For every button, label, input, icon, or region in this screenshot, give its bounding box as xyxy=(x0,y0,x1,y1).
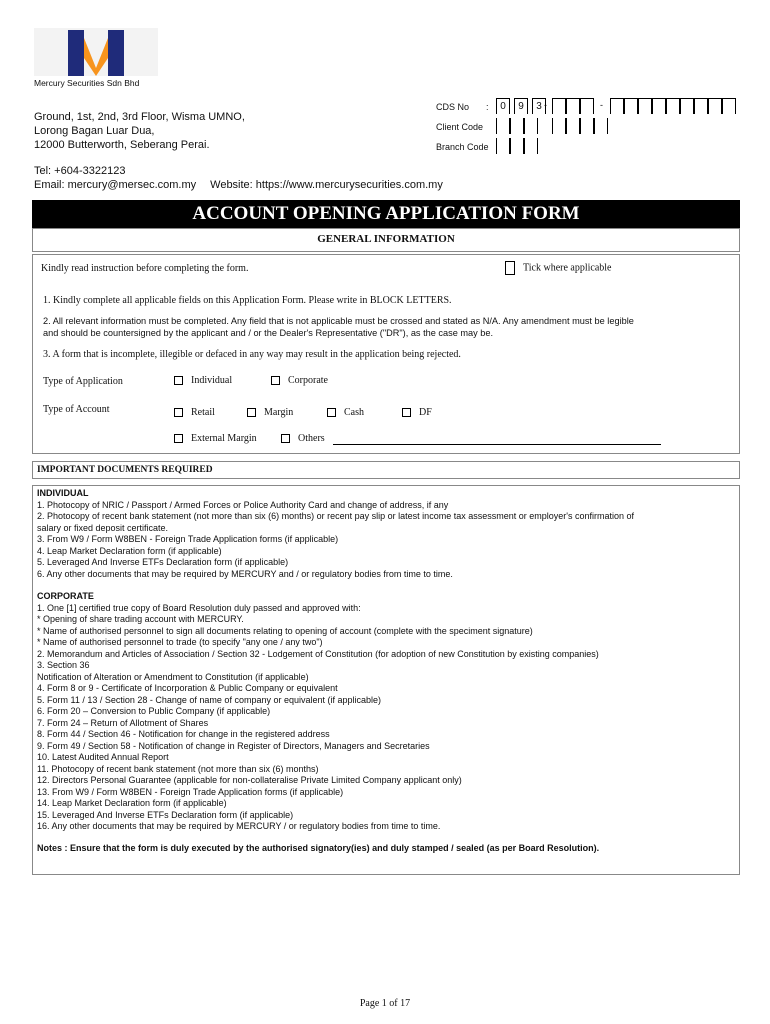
corporate-checkbox[interactable] xyxy=(271,376,280,385)
cds-digit-6[interactable] xyxy=(580,98,594,114)
individual-doc-2: 2. Photocopy of recent bank statement (not more than six (6) months) or recent pay slip or latest income tax assessment or employer's confirmation of xyxy=(37,511,634,521)
execution-note: Notes : Ensure that the form is duly executed by the authorised signatory(ies) and duly stamped / sealed (as per Board Resolution). xyxy=(37,842,600,853)
cds-digit-5[interactable] xyxy=(566,98,580,114)
cds-digit-4[interactable] xyxy=(552,98,566,114)
cds-digit-9[interactable] xyxy=(638,98,652,114)
individual-doc-4: 4. Leap Market Declaration form (if applicable) xyxy=(37,545,222,556)
retail-label: Retail xyxy=(191,407,215,418)
cds-digit-8[interactable] xyxy=(624,98,638,114)
client-code-cell-6[interactable] xyxy=(580,118,594,134)
cds-digit-3[interactable]: 3 xyxy=(532,98,546,114)
others-checkbox[interactable] xyxy=(281,434,290,443)
corporate-doc-1b: * Name of authorised personnel to sign all documents relating to opening of account (complete with the speciment signature) xyxy=(37,625,533,636)
option-retail[interactable] xyxy=(174,407,215,418)
note-2: 2. All relevant information must be completed. Any field that is not applicable must be crossed and stated as N/A. Any amendment must be legible xyxy=(43,316,634,326)
corporate-doc-7: 7. Form 24 – Return of Allotment of Shares xyxy=(37,717,209,728)
branch-code-cell-2[interactable] xyxy=(510,138,524,154)
individual-checkbox[interactable] xyxy=(174,376,183,385)
corporate-doc-4: 4. Form 8 or 9 - Certificate of Incorporation & Public Company or equivalent xyxy=(37,683,338,693)
option-individual[interactable] xyxy=(174,375,232,386)
corporate-title: CORPORATE xyxy=(37,591,94,601)
corporate-doc-10: 10. Latest Audited Annual Report xyxy=(37,752,169,762)
cash-label: Cash xyxy=(344,407,364,418)
address-line-1: Ground, 1st, 2nd, 3rd Floor, Wisma UMNO, xyxy=(34,111,245,123)
margin-checkbox[interactable] xyxy=(247,408,256,417)
documents-header: IMPORTANT DOCUMENTS REQUIRED xyxy=(32,461,740,479)
external-margin-checkbox[interactable] xyxy=(174,434,183,443)
tick-legend-checkbox xyxy=(505,261,515,275)
option-margin[interactable] xyxy=(247,407,293,418)
corporate-doc-1a: * Opening of share trading account with MERCURY. xyxy=(37,614,244,624)
client-code-cell-7[interactable] xyxy=(594,118,608,134)
corporate-doc-9: 9. Form 49 / Section 58 - Notification of change in Register of Directors, Managers and Secretaries xyxy=(37,740,430,751)
email: Email: mercury@mersec.com.my xyxy=(34,179,197,191)
individual-title: INDIVIDUAL xyxy=(37,488,89,498)
cds-label: CDS No xyxy=(436,102,470,112)
branch-code-cell-1[interactable] xyxy=(496,138,510,154)
option-corporate[interactable] xyxy=(271,375,328,386)
cds-number-row: CDS No : 0 9 3 - - xyxy=(436,98,746,116)
corporate-doc-15: 15. Leveraged And Inverse ETFs Declaration form (if applicable) xyxy=(37,809,294,820)
form-title: ACCOUNT OPENING APPLICATION FORM xyxy=(32,200,740,228)
cash-checkbox[interactable] xyxy=(327,408,336,417)
note-2-cont: and should be countersigned by the applicant and / or the Dealer's Representative ("DR"), as the case may be. xyxy=(43,328,494,338)
address-line-3: 12000 Butterworth, Seberang Perai. xyxy=(34,139,210,151)
company-logo xyxy=(34,28,158,92)
margin-label: Margin xyxy=(264,407,294,418)
individual-doc-5: 5. Leveraged And Inverse ETFs Declaration form (if applicable) xyxy=(37,557,289,567)
client-code-cell-1[interactable] xyxy=(496,118,510,134)
address-line-2: Lorong Bagan Luar Dua, xyxy=(34,125,155,137)
cds-digit-14[interactable] xyxy=(708,98,722,114)
instruction-text: Kindly read instruction before completing the form. xyxy=(41,263,249,274)
branch-code-label: Branch Code xyxy=(436,142,489,152)
option-others[interactable] xyxy=(281,433,325,444)
branch-code-cell-3[interactable] xyxy=(524,138,538,154)
company-contact xyxy=(34,164,443,192)
cds-digit-12[interactable] xyxy=(680,98,694,114)
client-code-cell-3[interactable] xyxy=(524,118,538,134)
retail-checkbox[interactable] xyxy=(174,408,183,417)
option-cash[interactable] xyxy=(327,407,364,418)
logo-text: Mercury Securities Sdn Bhd xyxy=(34,78,140,88)
corporate-doc-2: 2. Memorandum and Articles of Association / Section 32 - Lodgement of Constitution (for adoption of new Constitution by existing companies) xyxy=(37,648,599,659)
cds-digit-10[interactable] xyxy=(652,98,666,114)
corporate-doc-1c: * Name of authorised personnel to trade (to specify "any one / any two") xyxy=(37,637,323,647)
note-1: 1. Kindly complete all applicable fields on this Application Form. Please write in BLOCK LETTERS. xyxy=(43,295,452,306)
note-3: 3. A form that is incomplete, illegible or defaced in any way may result in the application being rejected. xyxy=(43,349,461,360)
others-label: Others xyxy=(298,433,325,444)
documents-box xyxy=(32,485,740,875)
corporate-label: Corporate xyxy=(288,375,328,386)
cds-digit-15[interactable] xyxy=(722,98,736,114)
tick-legend-label: Tick where applicable xyxy=(523,262,612,274)
corporate-doc-11: 11. Photocopy of recent bank statement (not more than six (6) months) xyxy=(37,763,319,774)
client-code-cell-2[interactable] xyxy=(510,118,524,134)
company-address xyxy=(34,110,245,152)
corporate-doc-14: 14. Leap Market Declaration form (if applicable) xyxy=(37,798,227,808)
cds-digit-1[interactable]: 0 xyxy=(496,98,510,114)
corporate-doc-16: 16. Any other documents that may be required by MERCURY / or regulatory bodies from time to time. xyxy=(37,821,441,831)
individual-doc-1: 1. Photocopy of NRIC / Passport / Armed Forces or Police Authority Card and change of address, if any xyxy=(37,499,449,510)
type-of-application-label: Type of Application xyxy=(43,376,123,387)
section-title: GENERAL INFORMATION xyxy=(32,228,740,252)
df-label: DF xyxy=(419,407,432,418)
cds-digit-13[interactable] xyxy=(694,98,708,114)
individual-doc-3: 3. From W9 / Form W8BEN - Foreign Trade Application forms (if applicable) xyxy=(37,534,339,544)
client-code-cell-5[interactable] xyxy=(566,118,580,134)
external-margin-label: External Margin xyxy=(191,433,257,444)
general-information-box xyxy=(32,254,740,454)
client-code-row xyxy=(436,118,746,136)
client-code-label: Client Code xyxy=(436,122,484,132)
option-df[interactable] xyxy=(402,407,432,418)
cds-digit-2[interactable]: 9 xyxy=(514,98,528,114)
telephone: Tel: +604-3322123 xyxy=(34,165,126,177)
tick-legend xyxy=(505,261,612,275)
type-of-account-label: Type of Account xyxy=(43,404,110,415)
corporate-doc-13: 13. From W9 / Form W8BEN - Foreign Trade Application forms (if applicable) xyxy=(37,786,344,797)
corporate-doc-1: 1. One [1] certified true copy of Board Resolution duly passed and approved with: xyxy=(37,602,361,613)
corporate-doc-5: 5. Form 11 / 13 / Section 28 - Change of name of company or equivalent (if applicable) xyxy=(37,694,382,705)
client-code-cell-4[interactable] xyxy=(552,118,566,134)
corporate-doc-3-cont: Notification of Alteration or Amendment to Constitution (if applicable) xyxy=(37,671,309,682)
corporate-doc-8: 8. Form 44 / Section 46 - Notification for change in the registered address xyxy=(37,729,330,739)
cds-digit-11[interactable] xyxy=(666,98,680,114)
corporate-doc-6: 6. Form 20 – Conversion to Public Company (if applicable) xyxy=(37,706,271,716)
cds-digit-7[interactable] xyxy=(610,98,624,114)
individual-doc-2-cont: salary or fixed deposit certificate. xyxy=(37,522,169,533)
branch-code-row xyxy=(436,138,746,156)
page-number: Page 1 of 17 xyxy=(359,998,411,1009)
option-external-margin[interactable] xyxy=(174,433,257,444)
others-input-line[interactable] xyxy=(333,444,661,445)
df-checkbox[interactable] xyxy=(402,408,411,417)
corporate-doc-12: 12. Directors Personal Guarantee (applicable for non-collateralise Private Limited Company applicant only) xyxy=(37,775,462,785)
individual-doc-6: 6. Any other documents that may be required by MERCURY and / or regulatory bodies from time to time. xyxy=(37,568,453,579)
individual-label: Individual xyxy=(191,375,233,386)
corporate-doc-3: 3. Section 36 xyxy=(37,660,90,670)
website: Website: https://www.mercurysecurities.com.my xyxy=(210,179,443,191)
